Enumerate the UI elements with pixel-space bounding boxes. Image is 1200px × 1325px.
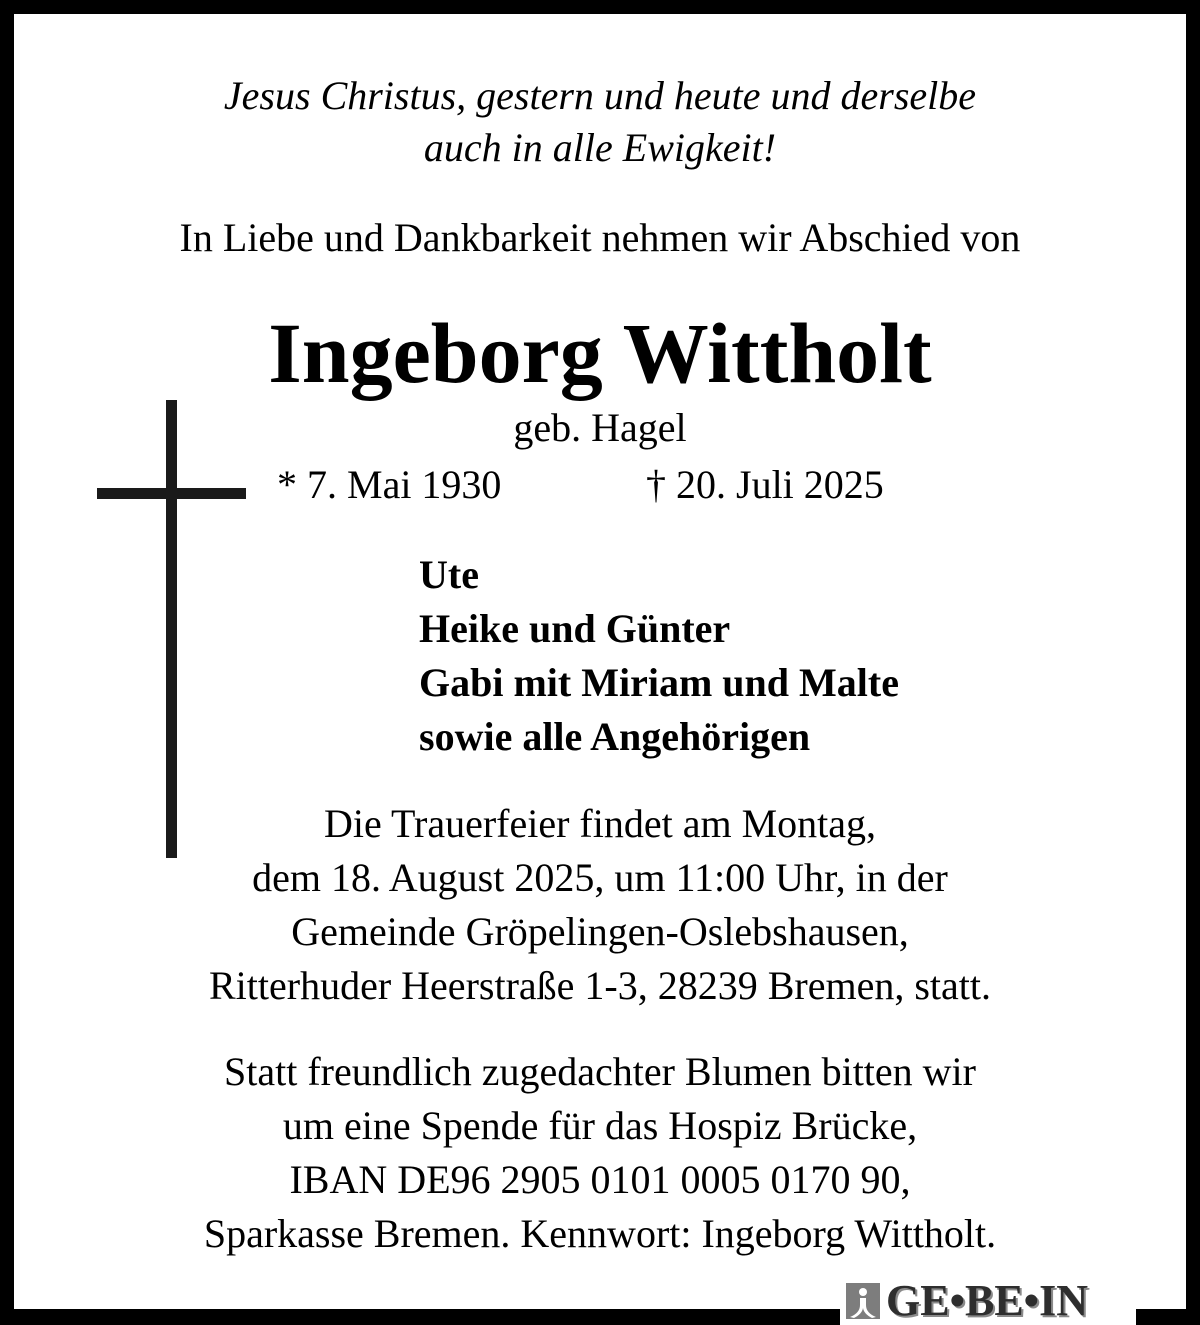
verse-line-1: Jesus Christus, gestern und heute und derselbe bbox=[223, 73, 977, 118]
mourner: Gabi mit Miriam und Malte bbox=[419, 660, 899, 705]
cross-icon-horizontal bbox=[97, 488, 246, 499]
service-line-2: dem 18. August 2025, um 11:00 Uhr, in der bbox=[252, 855, 948, 900]
service-line-4: Ritterhuder Heerstraße 1-3, 28239 Bremen, statt. bbox=[209, 963, 991, 1008]
gebein-logo bbox=[846, 1276, 1088, 1325]
birth-name: geb. Hagel bbox=[513, 405, 687, 450]
bottom-border-right bbox=[1136, 1309, 1200, 1325]
bottom-border-left bbox=[0, 1309, 840, 1325]
mourners-list bbox=[419, 548, 899, 764]
gebein-logo-mark-icon bbox=[846, 1283, 880, 1319]
mourner: sowie alle Angehörigen bbox=[419, 714, 811, 759]
verse-line-2: auch in alle Ewigkeit! bbox=[423, 125, 777, 170]
cross-icon-vertical bbox=[166, 400, 177, 858]
mourner: Ute bbox=[419, 552, 479, 597]
donation-line-4: Sparkasse Bremen. Kennwort: Ingeborg Wittholt. bbox=[203, 1211, 997, 1256]
donation-line-1: Statt freundlich zugedachter Blumen bitten wir bbox=[224, 1049, 976, 1094]
service-line-1: Die Trauerfeier findet am Montag, bbox=[323, 801, 877, 846]
birth-date: * 7. Mai 1930 bbox=[277, 462, 502, 507]
mourner: Heike und Günter bbox=[419, 606, 731, 651]
donation-line-3: IBAN DE96 2905 0101 0005 0170 90, bbox=[289, 1157, 911, 1202]
death-date: † 20. Juli 2025 bbox=[646, 462, 884, 507]
intro-text: In Liebe und Dankbarkeit nehmen wir Abschied von bbox=[179, 215, 1021, 260]
gebein-logo-text: GE•BE•IN bbox=[886, 1276, 1088, 1325]
deceased-name: Ingeborg Wittholt bbox=[268, 305, 932, 401]
service-line-3: Gemeinde Gröpelingen-Oslebshausen, bbox=[291, 909, 909, 954]
donation-line-2: um eine Spende für das Hospiz Brücke, bbox=[282, 1103, 918, 1148]
